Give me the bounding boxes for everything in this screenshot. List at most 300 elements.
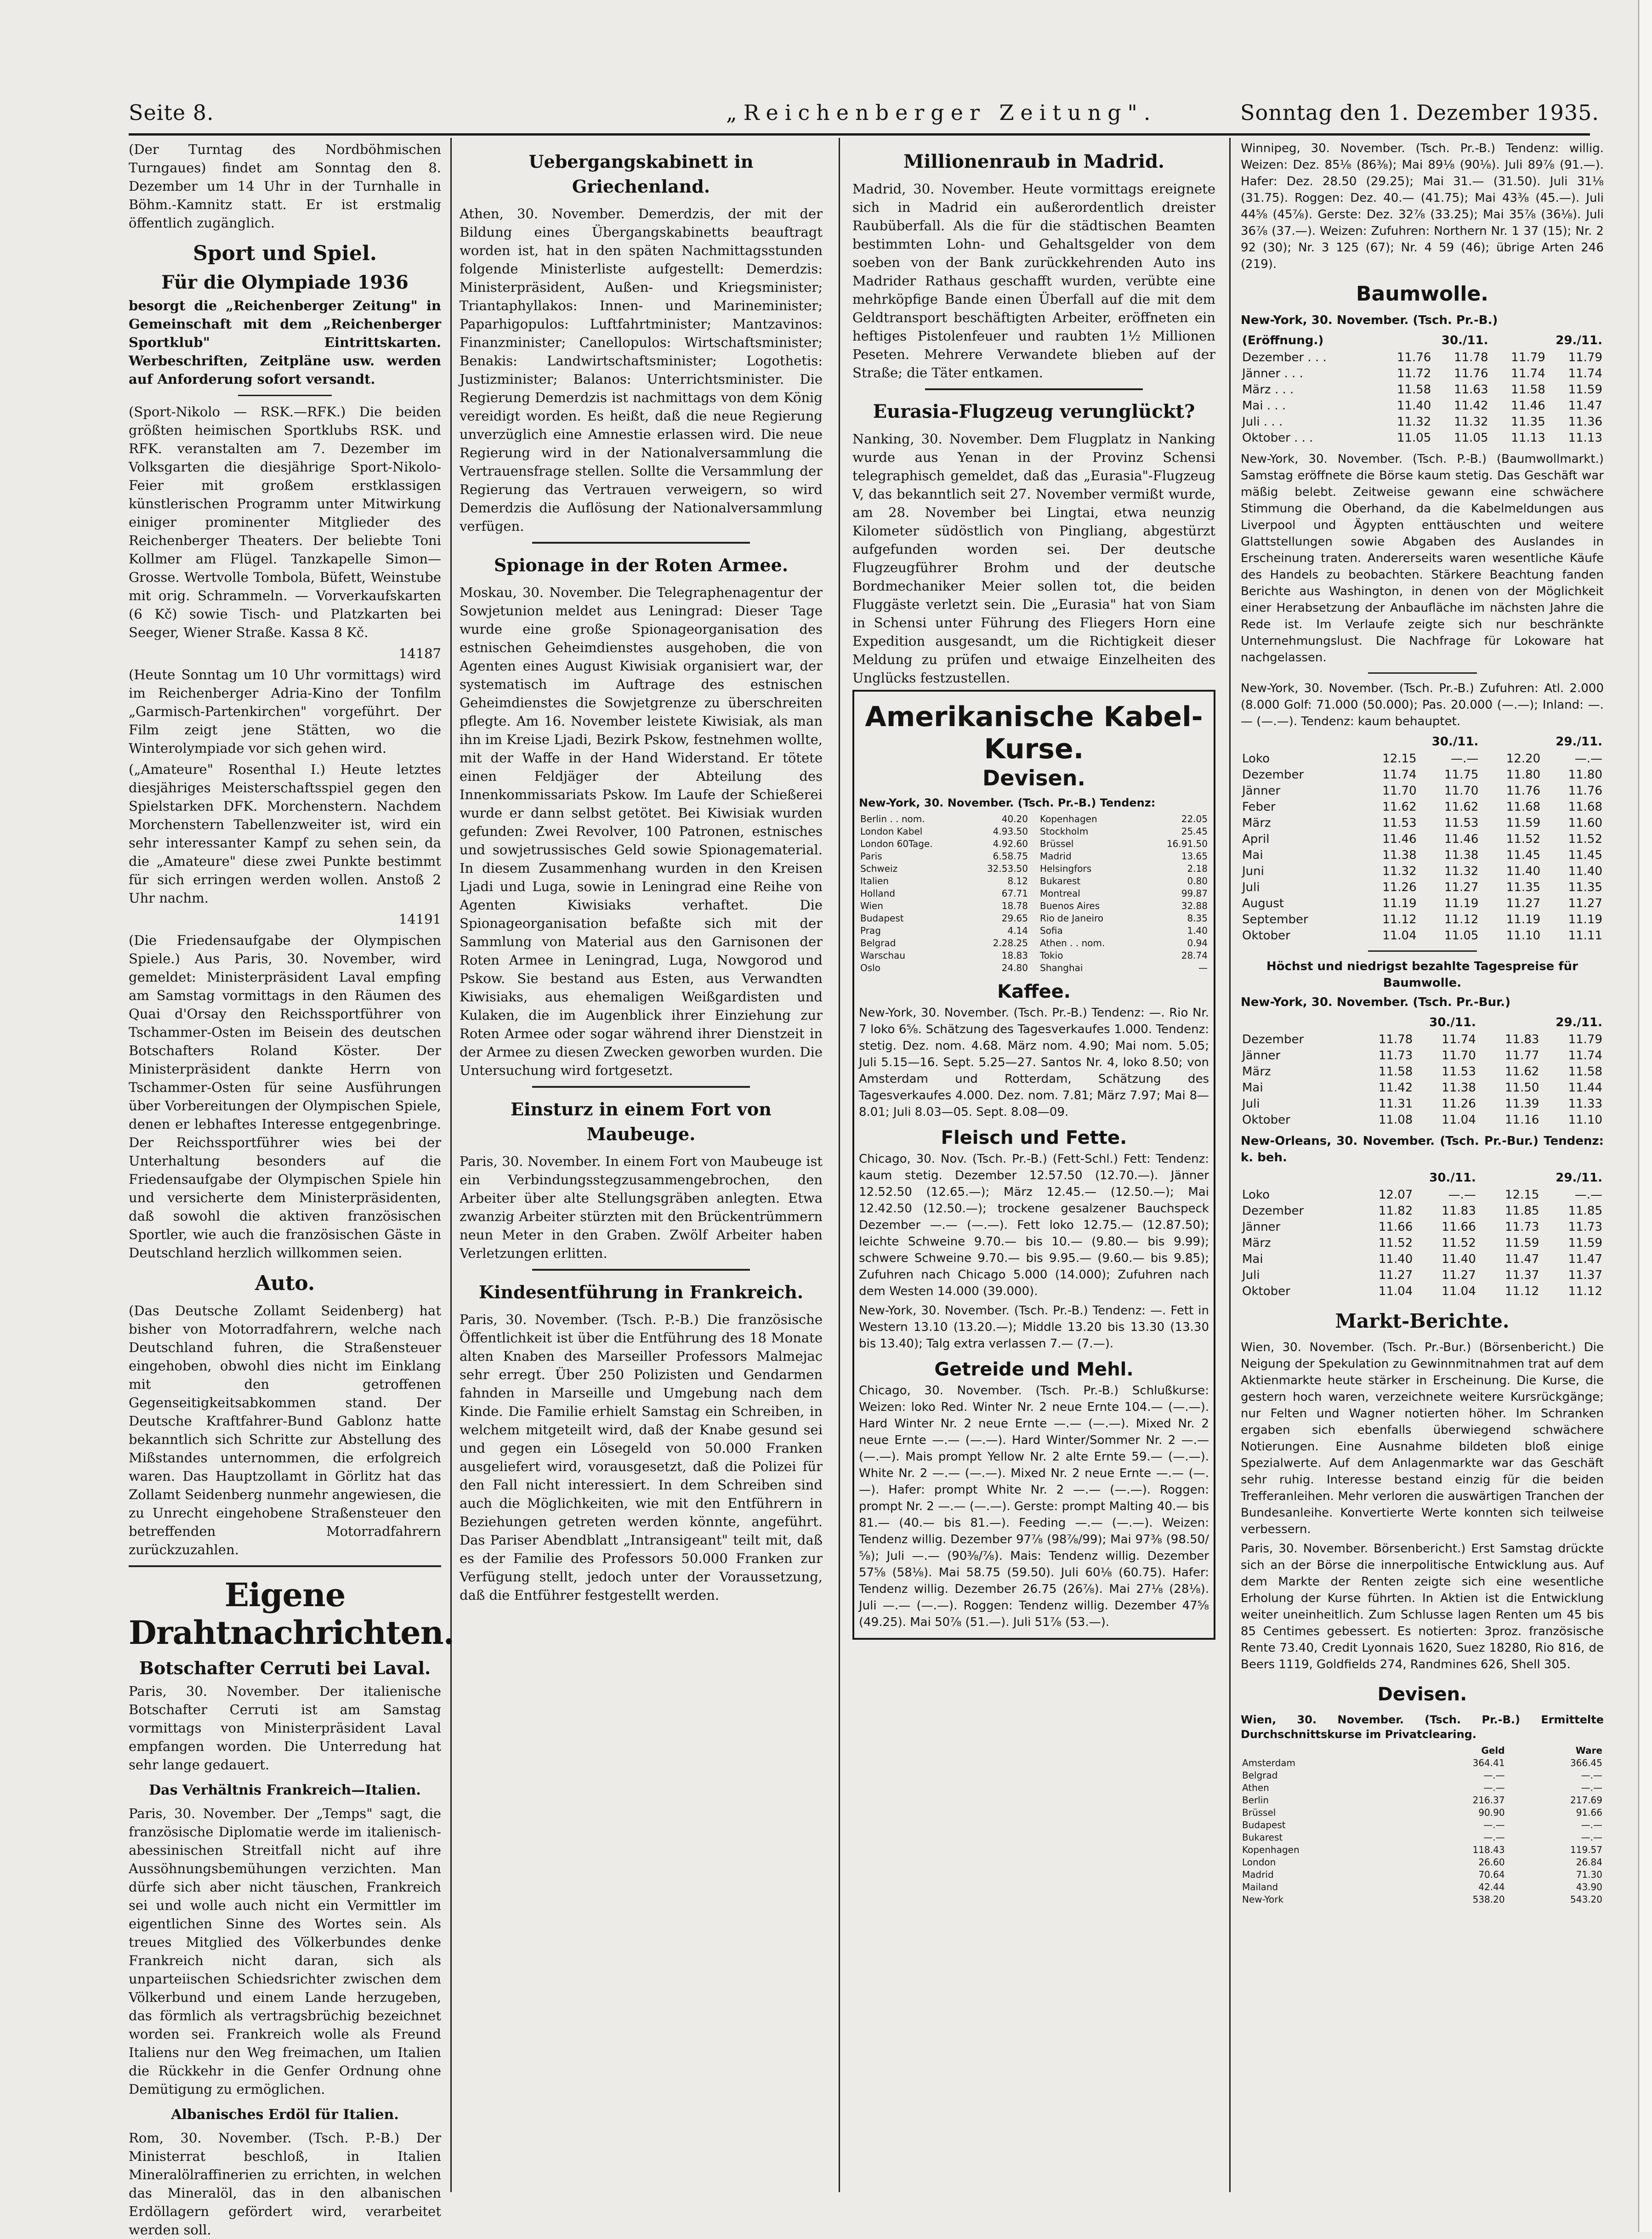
getreide-heading: Getreide und Mehl.: [934, 1359, 1134, 1380]
row-label: Madrid: [1040, 851, 1072, 862]
row-label: Oktober . . .: [1242, 431, 1313, 445]
row-value: 11.58: [1511, 383, 1545, 397]
row-label: Oktober: [1242, 1113, 1290, 1127]
row-value: 11.19: [1568, 913, 1602, 926]
row-value: 11.38: [1442, 1081, 1476, 1095]
baumwolle-row: [1241, 767, 1604, 783]
table-header: [1241, 331, 1604, 350]
row-value: 11.32: [1454, 415, 1488, 429]
orleans-table: [1241, 1169, 1604, 1300]
devisen-row: [1039, 838, 1209, 850]
baumwolle-intro: New-York, 30. November. (Tsch. Pr.-B.): [1241, 313, 1498, 327]
baumwolle-row: [1241, 1251, 1604, 1267]
row-value: 18.83: [1001, 950, 1028, 961]
row-value: 8.12: [1007, 875, 1028, 887]
column-rule: [450, 138, 452, 2192]
row-label: Feber: [1242, 800, 1276, 814]
row-label: Juli: [1242, 1268, 1260, 1282]
baumwolle-row: [1241, 783, 1604, 799]
millionenraub-article: Madrid, 30. November. Heute vormittags ereignete sich in Madrid ein außerordentlich dreister Raubüberfall. Als die für die städtischen Beamten bestimmten Lohn- und Gehaltsgelder von dem soeben von der Bank zurückkehrenden Auto ins Madrider Rathaus geschafft wurden, verübte eine mehrköpfige Bande einen Überfall auf die mit dem Geldtransport beschäftigten Arbeiter, eröffneten ein heftiges Pistolenfeuer und raubten 1½ Millionen Peseten. Mehrere Verwandete blieben auf der Straße; die Täter entkamen.: [852, 181, 1215, 381]
row-value: 18.78: [1001, 900, 1028, 911]
row-value: 11.78: [1454, 351, 1488, 364]
row-value: 11.37: [1568, 1268, 1602, 1282]
row-value: 26.84: [1576, 1857, 1602, 1868]
row-label: Dezember: [1242, 1204, 1304, 1218]
row-value: 11.27: [1568, 897, 1602, 910]
devisen-row: [1241, 1807, 1604, 1819]
row-value: 67.71: [1001, 888, 1028, 899]
baumwolle-row: [1241, 366, 1604, 382]
row-value: 11.47: [1504, 1252, 1539, 1266]
row-value: 11.68: [1568, 800, 1602, 814]
fleisch-text: Chicago, 30. Nov. (Tsch. Pr.-B.) (Fett-Schl.) Fett: Tendenz: kaum stetig. Dezember 12.57.50 (12.70.—). Jänner 12.52.50 (12.65.—); März 12.45.— (12.50.—); Mai 12.42.50 (12.50.—); trockene gesalzener Bauchspeck Dezember —.— (—.—). Fett loko 12.75.— (12.87.50); leichte Schweine 9.70.— bis 10.— (9.80.— bis 9.99); schwere Schweine 9.70.— bis 9.95.— (9.60.— bis 9.85); Zufuhren nach Chicago 5.000 (14.000); Zufuhren nach dem Westen 14.000 (39.000).: [859, 1152, 1209, 1298]
baumwolle2-intro: New-York, 30. November. (Tsch. Pr.-B.) Zufuhren: Atl. 2.000 (8.000 Golf: 71.000 (50.000); Pas. 20.000 (—.—); Inland: —.— (—.—). Tendenz: kaum behauptet.: [1241, 682, 1604, 728]
row-value: 11.11: [1568, 929, 1602, 943]
devisen-row: [1039, 863, 1209, 875]
row-value: 11.46: [1382, 832, 1417, 846]
table-header: [1241, 1013, 1604, 1032]
olympiade-text: besorgt die „Reichenberger Zeitung" in Gemeinschaft mit dem „Reichenberger Sportklub" Eintrittskarten. Werbeschriften, Zeitpläne usw. werden auf Anforderung sofort versandt.: [129, 298, 441, 387]
row-value: 11.05: [1454, 431, 1488, 445]
row-label: New-York: [1242, 1894, 1284, 1905]
devisen-intro: New-York, 30. November. (Tsch. Pr.-B.) Tendenz:: [859, 796, 1156, 809]
devisen-row: [859, 949, 1029, 962]
row-value: 11.80: [1568, 768, 1602, 782]
baumwolle-table: [1241, 331, 1604, 446]
row-label: März: [1242, 1236, 1271, 1250]
baumwolle-row: [1241, 1080, 1604, 1096]
divider: [532, 542, 750, 544]
row-value: 11.47: [1568, 399, 1602, 413]
devisen-row: [859, 937, 1029, 949]
baumwolle-row: [1241, 1096, 1604, 1112]
row-value: 11.46: [1511, 399, 1545, 413]
row-value: 11.38: [1382, 848, 1417, 862]
column-header: [1241, 1745, 1408, 1757]
friedens-article: (Die Friedensaufgabe der Olympischen Spiele.) Aus Paris, 30. November, wird gemeldet: Ministerpräsident Laval empfing am Samstag vormittags in den Räumen des Quai d'Orsay den Reichssportführer von Tschammer-Osten im Beisein des deutschen Botschafters Roland Köster. Der Ministerpräsident dankte Herrn von Tschammer-Osten für seine Ausführungen über Vorbereitungen der Olympischen Spiele, denen er lebhaftes Interesse entgegenbringe. Der Reichssportführer wies bei der Unterhaltung besonders auf die Friedensaufgabe der Olympischen Spiele hin und versicherte dem Ministerpräsidenten, daß sowohl die aktiven französischen Sportler, wie auch die französischen Gäste in Deutschland herzlich willkommen seien.: [129, 932, 441, 1261]
row-label: Bukarest: [1242, 1832, 1283, 1843]
griechenland-article: Athen, 30. November. Demerdzis, der mit der Bildung eines Übergangskabinetts beauftragt worden ist, hat in den späten Nachmittagsstunden folgende Ministerliste aufgestellt: Demerdzis: Ministerpräsident, Außen- und Kriegsminister; Triantaphyllakos: Innen- und Marineminister; Paparhigopulos: Luftfahrtminister; Mantzavinos: Finanzminister; Canellopulos: Wirtschaftsminister; Benakis: Landwirtschaftsminister; Logothetis: Justizminister; Balanos: Unterrichtsminister. Die Regierung Demerdzis ist nachmittags von dem König vereidigt worden. Es heißt, daß die neue Regierung unverzüglich eine Amnestie erlassen wird. Die neue Regierung wird in der Nationalversammlung die Vertrauensfrage stellen. Sollte die Versammlung der Regierung das Vertrauen verweigern, so wird Demerdzis die Auflösung der Nationalversammlung verfügen.: [460, 206, 823, 534]
row-label: Prag: [860, 925, 881, 936]
row-value: 11.59: [1568, 1236, 1602, 1250]
row-label: April: [1242, 832, 1270, 846]
row-value: 11.52: [1506, 832, 1541, 846]
devisen-row: [1241, 1856, 1604, 1869]
fleisch-newyork: New-York, 30. November. (Tsch. Pr.-B.) Tendenz: —. Fett in Western 13.10 (13.20.—); Middle 13.20 bis 13.30 (13.30 bis 13.40); Talg extra verlassen 7.— (7.—).: [859, 1304, 1209, 1351]
table-header: [1241, 733, 1604, 751]
row-value: 366.45: [1570, 1757, 1602, 1768]
row-label: Dezember . . .: [1242, 351, 1327, 364]
column-rule: [1229, 138, 1231, 2192]
row-value: 11.74: [1442, 1033, 1476, 1046]
row-value: 11.10: [1506, 929, 1541, 943]
row-label: Sofia: [1040, 925, 1063, 936]
row-label: Schweiz: [860, 863, 898, 874]
row-value: 71.30: [1576, 1869, 1602, 1880]
devisen-row: [1039, 912, 1209, 925]
divider: [238, 395, 332, 396]
row-value: 12.15: [1382, 752, 1417, 766]
row-label: Bukarest: [1040, 875, 1081, 887]
row-value: —.—: [1451, 752, 1479, 766]
row-value: 11.12: [1444, 913, 1479, 926]
row-value: —.—: [1574, 1188, 1602, 1202]
row-value: 11.46: [1444, 832, 1479, 846]
devisen-tables: [859, 813, 1209, 974]
row-label: Athen: [1242, 1782, 1269, 1793]
row-value: 11.76: [1454, 367, 1488, 381]
row-value: 11.31: [1378, 1097, 1413, 1111]
row-label: Juli: [1242, 881, 1260, 894]
baumwolle-report: New-York, 30. November. (Tsch. P.-B.) (Baumwollmarkt.) Samstag eröffnete die Börse kaum stetig. Das Geschäft war mäßig belebt. Zeitweise gewann eine schwächere Stimmung die Oberhand, da die Kabelmeldungen aus Liverpool und Ägypten enttäuschten und weitere Glattstellungen sowie Abgaben des Auslandes in Erscheinung traten. Andererseits waren wesentliche Käufe des Handels zu beobachten. Stärkere Beachtung fanden Berichte aus Washington, in denen von der Möglichkeit einer Herabsetzung der Anbaufläche im nächsten Jahre die Rede ist. Im Verlaufe zeigte sich nur beschränkte Unternehmungslust. Die Nachfrage für Lokoware hat nachgelassen.: [1241, 452, 1604, 665]
spionage-heading: Spionage in der Roten Armee.: [494, 555, 789, 575]
page-number: Seite 8.: [129, 100, 214, 125]
column-3: [852, 140, 1215, 2185]
row-value: 11.76: [1568, 784, 1602, 798]
row-value: 11.74: [1382, 768, 1417, 782]
row-label: Jänner: [1242, 1049, 1281, 1063]
divider: [1368, 672, 1477, 674]
row-value: 11.79: [1568, 1033, 1602, 1046]
row-label: Athen . . nom.: [1040, 938, 1105, 949]
row-label: Mai: [1242, 1081, 1263, 1095]
row-value: 11.19: [1382, 897, 1417, 910]
row-value: 11.27: [1506, 897, 1541, 910]
row-label: Brüssel: [1242, 1807, 1276, 1818]
devisen-row: [1039, 887, 1209, 900]
row-label: Loko: [1242, 1188, 1270, 1202]
baumwolle-row: [1241, 398, 1604, 414]
column-rule: [839, 138, 840, 2192]
row-value: 11.04: [1442, 1284, 1476, 1298]
amateure-article: („Amateure" Rosenthal I.) Heute letztes diesjähriges Meisterschaftsspiel gegen den Spielstarken DFK. Morchenstern. Nachdem Morchenstern Tabellenzweiter ist, wird ein sehr interessanter Kampf zu sehen sein, da die „Amateure" diese zwei Punkte bestimmt für sich erringen werden wollen. Anstoß 2 Uhr nachm.: [129, 761, 441, 906]
hoechst-table: [1241, 1013, 1604, 1128]
row-value: —.—: [1581, 1782, 1602, 1793]
row-value: 11.59: [1504, 1236, 1539, 1250]
row-value: 11.53: [1442, 1065, 1476, 1079]
devisen-row: [1241, 1893, 1604, 1906]
row-value: 11.79: [1568, 351, 1602, 364]
hoechst-heading: Höchst und niedrigst bezahlte Tagespreise für Baumwolle.: [1266, 960, 1578, 990]
column-4: [1241, 140, 1604, 2185]
verhaeltnis-heading: Das Verhältnis Frankreich—Italien.: [149, 1782, 421, 1798]
olympiade-heading: Für die Olympiade 1936: [161, 272, 409, 293]
row-value: —.—: [1483, 1832, 1505, 1843]
row-value: 11.75: [1444, 768, 1479, 782]
row-value: 11.08: [1378, 1113, 1413, 1127]
row-label: Jänner: [1242, 1220, 1281, 1234]
fleisch-heading: Fleisch und Fette.: [941, 1127, 1127, 1148]
row-value: 12.20: [1506, 752, 1541, 766]
devisen-row: [1241, 1881, 1604, 1893]
row-label: Oslo: [860, 962, 880, 973]
devisen-row: [1241, 1769, 1604, 1782]
row-value: 11.70: [1382, 784, 1417, 798]
baumwolle-row: [1241, 1032, 1604, 1048]
row-value: 11.42: [1378, 1081, 1413, 1095]
row-value: 25.45: [1181, 826, 1208, 837]
row-value: 2.28.25: [993, 938, 1028, 949]
row-label: Oktober: [1242, 1284, 1290, 1298]
turntag-notice: (Der Turntag des Nordböhmischen Turngaues) findet am Sonntag den 8. Dezember um 14 Uhr in der Turnhalle in Böhm.-Kamnitz statt. Er ist erstmalig öffentlich zugänglich.: [129, 142, 441, 231]
baumwolle-row: [1241, 847, 1604, 864]
header-rule: [129, 133, 1590, 136]
eurasia-article: Nanking, 30. November. Dem Flugplatz in Nanking wurde aus Yenan in der Provinz Schensi telegraphisch gemeldet, daß das „Eurasia"-Flugzeug V, das bekanntlich seit 27. November vermißt wurde, am 28. November bei Lingtai, etwa neunzig Kilometer südöstlich von Pingliang, abgestürzt aufgefunden worden sei. Der deutsche Flugzeugführer Brohm und der deutsche Bordmechaniker Meier sollen tot, die beiden Fluggäste verletzt sein. Die „Eurasia" hat von Siam in Schensi unter Führung des Fliegers Horn eine Expedition ausgesandt, um die Richtigkeit dieser Meldung zu prüfen und etwaige Einzelheiten des Unglücks festzustellen.: [852, 431, 1215, 686]
baumwolle-row: [1241, 928, 1604, 944]
row-value: 24.80: [1001, 962, 1028, 973]
column-header: 30./11.: [1429, 1171, 1476, 1185]
row-value: 11.05: [1444, 929, 1479, 943]
row-value: 11.59: [1506, 816, 1541, 830]
row-value: 11.53: [1382, 816, 1417, 830]
row-label: Berlin: [1242, 1795, 1269, 1806]
row-value: 90.90: [1478, 1807, 1505, 1818]
row-value: 11.85: [1504, 1204, 1539, 1218]
row-value: 11.04: [1442, 1113, 1476, 1127]
baumwolle-row: [1241, 751, 1604, 767]
devisen-row: [1039, 900, 1209, 912]
row-value: 11.73: [1504, 1220, 1539, 1234]
column-header: [1241, 733, 1356, 751]
column-header: Ware: [1575, 1745, 1602, 1756]
row-label: Rio de Janeiro: [1040, 913, 1104, 924]
row-value: 11.19: [1506, 913, 1541, 926]
row-value: 11.82: [1378, 1204, 1413, 1218]
row-value: 11.19: [1444, 897, 1479, 910]
row-value: 11.47: [1568, 1252, 1602, 1266]
devisen-row: [1039, 875, 1209, 887]
row-label: Juli . . .: [1242, 415, 1283, 429]
baumwolle-row: [1241, 382, 1604, 398]
row-value: 32.53.50: [987, 863, 1028, 874]
row-value: 216.37: [1472, 1795, 1505, 1806]
row-value: 91.66: [1576, 1807, 1602, 1818]
row-value: 11.40: [1442, 1252, 1476, 1266]
griechenland-heading: Uebergangskabinett in Griechenland.: [528, 151, 754, 197]
column-header: 29./11.: [1555, 334, 1602, 347]
row-value: 26.60: [1478, 1857, 1505, 1868]
kabel-kurse-title: Amerikanische Kabel-Kurse.: [865, 701, 1203, 765]
baumwolle-heading: Baumwolle.: [1356, 282, 1488, 306]
row-value: 12.15: [1504, 1188, 1539, 1202]
row-value: 11.27: [1444, 881, 1479, 894]
devisen-row: [1241, 1831, 1604, 1844]
column-header: 30./11.: [1441, 334, 1488, 347]
devisen-row: [859, 887, 1029, 900]
auto-heading: Auto.: [255, 1272, 315, 1295]
row-value: 11.35: [1506, 881, 1541, 894]
table-header: [1241, 1745, 1604, 1757]
row-value: 13.65: [1181, 851, 1208, 862]
row-value: 11.13: [1568, 431, 1602, 445]
kaffee-heading: Kaffee.: [997, 981, 1071, 1002]
nikolo-number: 14187: [398, 646, 441, 661]
row-value: 11.73: [1568, 1220, 1602, 1234]
devisen-row: [1241, 1819, 1604, 1831]
row-value: 11.59: [1568, 383, 1602, 397]
row-value: 11.27: [1378, 1268, 1413, 1282]
row-value: 0.80: [1187, 875, 1208, 887]
orleans-intro: New-Orleans, 30. November. (Tsch. Pr.-Bur.) Tendenz: k. beh.: [1241, 1134, 1604, 1165]
row-value: 11.83: [1442, 1204, 1476, 1218]
devisen-heading: Devisen.: [982, 766, 1085, 790]
verhaeltnis-article: Paris, 30. November. Der „Temps" sagt, die französische Diplomatie werde im italienisch-abessinischen Streitfall nicht auf ihre Aussöhnungsbemühungen verzichten. Man dürfe sich aber nicht täuschen, Frankreich sei und wolle auch nicht ein Vermittler im eigentlichen Sinne des Wortes sein. Als treues Mitglied des Völkerbundes denke Frankreich nicht daran, sich als unparteiischen Schiedsrichter zwischen dem Völkerbund und einem Lande herzugeben, das förmlich als vertragsbrüchig bezeichnet worden sei. Frankreich wolle als Freund Italiens nur den Weg freimachen, um Italien die Rückkehr in die Genfer Ordnung ohne Demütigung zu ermöglichen.: [129, 1806, 441, 2097]
row-label: September: [1242, 913, 1308, 926]
row-value: 11.52: [1442, 1236, 1476, 1250]
row-label: Italien: [860, 875, 889, 887]
row-label: Amsterdam: [1242, 1757, 1296, 1768]
baumwolle-row: [1241, 912, 1604, 928]
devisen-row: [1039, 962, 1209, 974]
kindesentfuehrung-heading: Kindesentführung in Frankreich.: [478, 1282, 804, 1302]
row-label: Tokio: [1040, 950, 1063, 961]
row-value: 16.91.50: [1166, 838, 1208, 849]
row-value: 4.14: [1007, 925, 1028, 936]
column-header: 30./11.: [1429, 1016, 1476, 1029]
row-value: 11.27: [1442, 1268, 1476, 1282]
row-value: 11.42: [1454, 399, 1488, 413]
column-header: 29./11.: [1555, 1171, 1602, 1185]
row-value: 11.33: [1568, 1097, 1602, 1111]
wien-report: Wien, 30. November. (Tsch. Pr.-Bur.) (Börsenbericht.) Die Neigung der Spekulation zu Gewinnmitnahmen trat auf dem Aktienmarkte heute stärker in Erscheinung. Die Kurse, die gestern hoch waren, verzeichnete weitere Kursrückgänge; nur Felten und Wagner notierten höher. Im Schranken ergaben sich ebenfalls überwiegend schwächere Notierungen. Eine Ausnahme bildeten bloß einige Spezialwerte. Auf dem Anlagenmarkte war das Geschäft sehr ruhig. Interesse bestand einzig für die beiden Trefferanleihen. Mehr verloren die auswärtigen Tranchen der Bundesanleihe. Konvertierte Werte konnten sich teilweise verbessern.: [1241, 1341, 1604, 1536]
row-value: 538.20: [1472, 1894, 1505, 1905]
row-value: 11.26: [1442, 1097, 1476, 1111]
baumwolle-row: [1241, 1235, 1604, 1251]
row-value: 11.38: [1444, 848, 1479, 862]
row-value: 0.94: [1187, 938, 1208, 949]
row-label: Mai . . .: [1242, 399, 1286, 413]
row-value: 11.76: [1397, 351, 1431, 364]
erdoel-heading: Albanisches Erdöl für Italien.: [171, 2107, 399, 2123]
row-value: 4.92.60: [993, 838, 1028, 849]
row-label: Kopenhagen: [1242, 1844, 1300, 1855]
row-value: 11.40: [1378, 1252, 1413, 1266]
row-value: 11.45: [1568, 848, 1602, 862]
row-value: 11.58: [1378, 1065, 1413, 1079]
row-label: Shanghai: [1040, 962, 1083, 973]
drahtnachrichten-heading: Eigene Drahtnachrichten.: [129, 1576, 454, 1652]
row-label: Paris: [860, 851, 882, 862]
row-label: Mai: [1242, 848, 1263, 862]
amateure-number: 14191: [398, 911, 441, 927]
row-label: Budapest: [860, 913, 904, 924]
baumwolle-row: [1241, 1187, 1604, 1203]
column-header: (Eröffnung.): [1242, 334, 1324, 347]
baumwolle-row: [1241, 815, 1604, 831]
devisen-table-left: [859, 813, 1029, 974]
row-value: 11.12: [1382, 913, 1417, 926]
row-value: 11.45: [1506, 848, 1541, 862]
row-value: 11.66: [1378, 1220, 1413, 1234]
row-value: 29.65: [1001, 913, 1028, 924]
devisen-row: [859, 838, 1029, 850]
row-label: Jänner: [1242, 784, 1281, 798]
kabel-kurse-box: [852, 690, 1215, 1640]
row-value: 11.37: [1504, 1268, 1539, 1282]
row-value: 70.64: [1478, 1869, 1505, 1880]
row-value: 11.05: [1397, 431, 1431, 445]
row-value: 11.76: [1506, 784, 1541, 798]
row-value: 11.58: [1397, 383, 1431, 397]
row-value: 11.63: [1454, 383, 1488, 397]
baumwolle-row: [1241, 414, 1604, 430]
row-label: Juli: [1242, 1097, 1260, 1111]
page-edge: [1638, 0, 1652, 2232]
issue-date: Sonntag den 1. Dezember 1935.: [1240, 100, 1599, 125]
auto-article: (Das Deutsche Zollamt Seidenberg) hat bisher von Motorradfahrern, welche nach Deutschland fuhren, die Straßensteuer eingehoben, obwohl dies nicht im Einklang mit den getroffenen Gegenseitigkeitsabkommen stand. Der Deutsche Kraftfahrer-Bund Gablonz hatte bekanntlich sich Schritte zur Abstellung des Mißstandes unternommen, die erfolgreich waren. Das Hauptzollamt in Görlitz hat das Zollamt Seidenberg nunmehr angewiesen, die zu Unrecht eingehobene Straßensteuer den betreffenden Motorradfahrern zurückzuzahlen.: [129, 1303, 441, 1557]
row-value: 11.40: [1568, 864, 1602, 878]
row-value: 99.87: [1181, 888, 1208, 899]
column-header: [1241, 1169, 1351, 1187]
row-label: Wien: [860, 900, 883, 911]
row-value: 22.05: [1181, 813, 1208, 824]
row-value: 11.13: [1511, 431, 1545, 445]
row-value: —.—: [1483, 1782, 1505, 1793]
row-value: 11.72: [1397, 367, 1431, 381]
row-value: 11.60: [1568, 816, 1602, 830]
baumwolle-row: [1241, 1267, 1604, 1284]
column-1: [129, 140, 454, 2238]
baumwolle-row: [1241, 1203, 1604, 1219]
row-label: Dezember: [1242, 768, 1304, 782]
column-header: 29./11.: [1555, 1016, 1602, 1029]
millionenraub-heading: Millionenraub in Madrid.: [903, 151, 1164, 172]
row-value: 11.32: [1397, 415, 1431, 429]
row-value: —.—: [1581, 1832, 1602, 1843]
row-value: 11.40: [1506, 864, 1541, 878]
winnipeg-text: Winnipeg, 30. November. (Tsch. Pr.-B.) Tendenz: willig. Weizen: Dez. 85⅛ (86⅜); Mai 89⅛ (90⅛). Juli 89⅞ (91.—). Hafer: Dez. 28.50 (29.25); Mai 31.— (31.50). Juli 31⅛ (31.75). Roggen: Dez. 40.— (41.75); Mai 43⅜ (45.—). Juli 44⅝ (45⅞). Gerste: Dez. 32⅞ (33.25); Mai 35⅞ (36⅛). Juli 36⅞ (37.—). Weizen: Zufuhren: Northern Nr. 1 37 (15); Nr. 2 92 (30); Nr. 3 125 (67); Nr. 4 59 (46); übrige Arten 246 (219).: [1241, 142, 1604, 271]
running-head: [129, 100, 1599, 132]
row-value: 6.58.75: [993, 851, 1028, 862]
row-label: Madrid: [1242, 1869, 1274, 1880]
column-header: 30./11.: [1431, 735, 1479, 749]
baumwolle-row: [1241, 831, 1604, 847]
row-value: —: [1198, 962, 1208, 973]
row-value: 42.44: [1478, 1881, 1505, 1892]
row-label: Oktober: [1242, 929, 1290, 943]
eurasia-heading: Eurasia-Flugzeug verunglückt?: [873, 401, 1195, 422]
row-value: 11.58: [1568, 1065, 1602, 1079]
row-value: 11.85: [1568, 1204, 1602, 1218]
devisen-row: [859, 962, 1029, 974]
row-value: —.—: [1581, 1819, 1602, 1830]
baumwolle-row: [1241, 896, 1604, 912]
row-value: 11.44: [1568, 1081, 1602, 1095]
devisen-row: [1241, 1869, 1604, 1881]
devisen-row: [859, 813, 1029, 825]
row-value: 11.39: [1504, 1097, 1539, 1111]
row-label: Helsingfors: [1040, 863, 1092, 874]
row-value: 364.41: [1472, 1757, 1505, 1768]
row-value: 11.40: [1397, 399, 1431, 413]
row-label: März: [1242, 816, 1271, 830]
baumwolle-row: [1241, 1048, 1604, 1064]
row-value: 119.57: [1570, 1844, 1602, 1855]
hoechst-intro: New-York, 30. November. (Tsch. Pr.-Bur.): [1241, 995, 1510, 1009]
devisen-row: [859, 850, 1029, 863]
row-value: 11.16: [1504, 1113, 1539, 1127]
row-value: 11.74: [1568, 367, 1602, 381]
row-value: 1.40: [1187, 925, 1208, 936]
row-value: 11.12: [1504, 1284, 1539, 1298]
row-label: Mailand: [1242, 1881, 1278, 1892]
row-value: 43.90: [1576, 1881, 1602, 1892]
devisen-wien-table: [1241, 1745, 1604, 1906]
heute-article: (Heute Sonntag um 10 Uhr vormittags) wird im Reichenberger Adria-Kino der Tonfilm „Garmisch-Partenkirchen" vorgeführt. Der Film zeigt jene Stätten, wo die Winterolympiade vor sich gehen wird.: [129, 667, 441, 756]
row-label: Belgrad: [860, 938, 896, 949]
erdoel-article: Rom, 30. November. (Tsch. P.-B.) Der Ministerrat beschloß, in Italien Mineralölraffinerien zu errichten, in welchen das Mineralöl, das in den albanischen Erdöllagern gefördert wird, verarbeitet werden soll.: [129, 2130, 441, 2238]
row-value: 11.70: [1442, 1049, 1476, 1063]
